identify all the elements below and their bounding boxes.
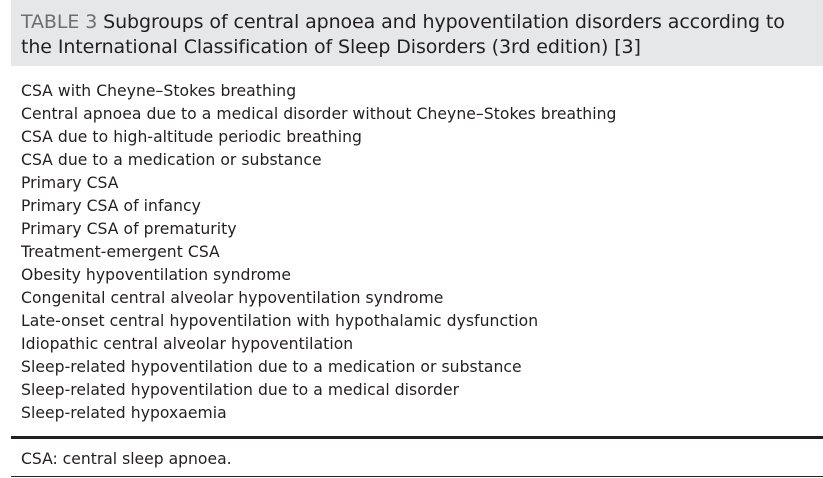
- table-header: [11, 0, 823, 66]
- table-row: Treatment-emergent CSA: [21, 243, 220, 261]
- table-row: Primary CSA: [21, 174, 119, 192]
- table-row: Primary CSA of infancy: [21, 197, 201, 215]
- table-row: CSA due to high-altitude periodic breathing: [21, 128, 362, 146]
- table-label: TABLE 3: [21, 11, 98, 33]
- table-bottom-rule: [11, 436, 823, 439]
- table-row: Central apnoea due to a medical disorder without Cheyne–Stokes breathing: [21, 105, 617, 123]
- table-row: Sleep-related hypoxaemia: [21, 404, 227, 422]
- table-body: [21, 80, 821, 425]
- table-footnote: CSA: central sleep apnoea.: [21, 450, 232, 468]
- table-row: Idiopathic central alveolar hypoventilation: [21, 335, 354, 353]
- table-row: CSA due to a medication or substance: [21, 151, 322, 169]
- table-row: CSA with Cheyne–Stokes breathing: [21, 82, 297, 100]
- footnote-bottom-rule: [11, 476, 823, 477]
- table-row: Obesity hypoventilation syndrome: [21, 266, 292, 284]
- table-row: Sleep-related hypoventilation due to a medication or substance: [21, 358, 522, 376]
- table-row: Congenital central alveolar hypoventilation syndrome: [21, 289, 444, 307]
- table-row: Sleep-related hypoventilation due to a medical disorder: [21, 381, 460, 399]
- table-row: Primary CSA of prematurity: [21, 220, 237, 238]
- table-caption: Subgroups of central apnoea and hypoventilation disorders according to the International Classification of Sleep Disorders (3rd edition) [3]: [21, 11, 785, 58]
- table-row: Late-onset central hypoventilation with hypothalamic dysfunction: [21, 312, 539, 330]
